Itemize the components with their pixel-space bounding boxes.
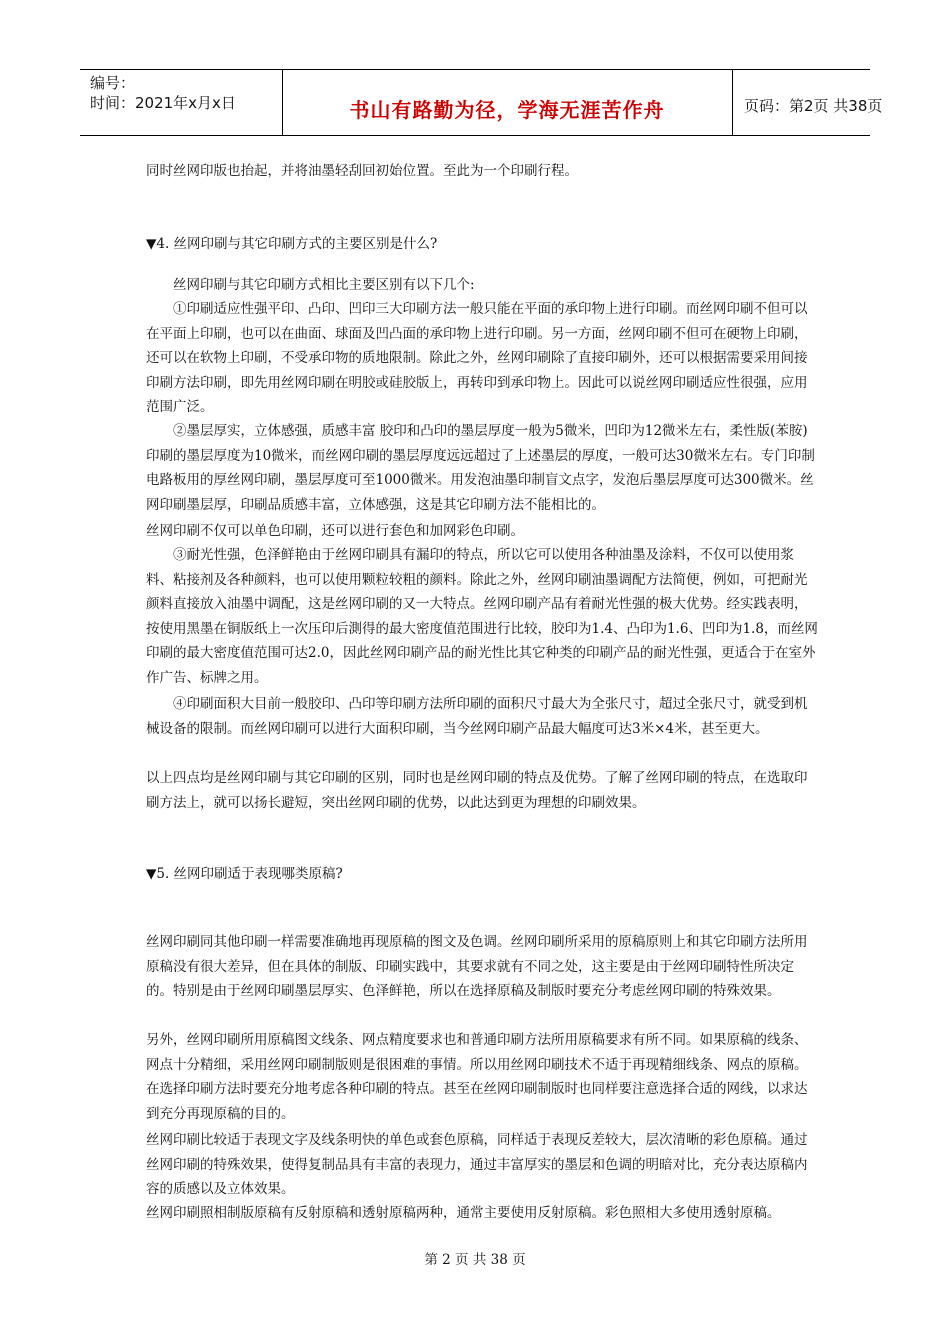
q4-intro: 丝网印刷与其它印刷方式相比主要区别有以下几个: [173, 277, 475, 293]
intro-line: 同时丝网印版也抬起，并将油墨轻刮回初始位置。至此为一个印刷行程。 [146, 163, 578, 179]
q5-paragraph-2: 另外，丝网印刷所用原稿图文线条、网点精度要求也和普通印刷方法所用原稿要求有所不同。如果原稿的线条、网点十分精细，采用丝网印刷制版则是很困难的事情。所以用丝网印刷技术不适于再现精细线条、网点的原稿。在选择印刷方法时要充分地考虑各种印刷的特点。甚至在丝网印刷制版时也同样要注意选择合适的网线，以求达到充分再现原稿的目的。 [146, 1032, 808, 1122]
q4-point-3: ③耐光性强，色泽鲜艳由于丝网印刷具有漏印的特点，所以它可以使用各种油墨及涂料，不仅可以使用浆料、粘接剂及各种颜料，也可以使用颗粒较粗的颜料。除此之外，丝网印刷油墨调配方法简便，例如，可把耐光颜料直接放入油墨中调配，这是丝网印刷的又一大特点。丝网印刷产品有着耐光性强的极大优势。经实践表明，按使用黑墨在铜版纸上一次压印后測得的最大密度值范围进行比较，胶印为1.4、凸印为1.6、凹印为1.8，而丝网印刷的最大密度值范围可达2.0，因此丝网印刷产品的耐光性比其它种类的印刷产品的耐光性强，更适合于在室外作广告、标牌之用。 [146, 547, 818, 686]
question-5-heading: ▼5. 丝网印刷适于表现哪类原稿? [146, 866, 343, 882]
q4-point-2: ②墨层厚实，立体感强，质感丰富 胶印和凸印的墨层厚度一般为5微米，凹印为12微米左右，柔性版(苯胺)印刷的墨层厚度为10微米，而丝网印刷的墨层厚度远远超过了上述墨层的厚度，一般可达30微米左右。专门印制电路板用的厚丝网印刷，墨层厚度可至1000微米。用发泡油墨印制盲文点字，发泡后墨层厚度可达300微米。丝网印刷墨层厚，印刷品质感丰富，立体感强，这是其它印刷方法不能相比的。 [146, 423, 815, 513]
header-motto: 书山有路勤为径，学海无涯苦作舟 [349, 98, 665, 122]
header-page-info: 页码：第2页 共38页 [744, 97, 883, 115]
page-header [80, 69, 883, 136]
question-4-heading: ▼4. 丝网印刷与其它印刷方式的主要区别是什么? [146, 236, 438, 252]
q5-paragraph-3: 丝网印刷比较适于表现文字及线条明快的单色或套色原稿，同样适于表现反差较大，层次清晰的彩色原稿。通过丝网印刷的特殊效果，使得复制品具有丰富的表现力，通过丰富厚实的墨层和色调的明暗对比，充分表达原稿内容的质感以及立体效果。 [146, 1132, 808, 1197]
q5-paragraph-4: 丝网印刷照相制版原稿有反射原稿和透射原稿两种，通常主要使用反射原稿。彩色照相大多使用透射原稿。 [146, 1205, 781, 1221]
q4-summary: 以上四点均是丝网印刷与其它印刷的区别，同时也是丝网印刷的特点及优势。了解了丝网印刷的特点，在选取印刷方法上，就可以扬长避短，突出丝网印刷的优势，以此达到更为理想的印刷效果。 [146, 770, 808, 811]
page-footer: 第 2 页 共 38 页 [424, 1252, 526, 1268]
document-code-label: 编号： [90, 74, 136, 92]
q5-paragraph-1: 丝网印刷同其他印刷一样需要准确地再现原稿的图文及色调。丝网印刷所采用的原稿原则上和其它印刷方法所用原稿没有很大差异，但在具体的制版、印刷实践中，其要求就有不同之处，这主要是由于丝网印刷特性所决定的。特别是由于丝网印刷墨层厚实、色泽鲜艳，所以在选择原稿及制版时要充分考虑丝网印刷的特殊效果。 [146, 934, 808, 999]
header-right-cell [732, 70, 883, 135]
q4-point-2-tail: 丝网印刷不仅可以单色印刷，还可以进行套色和加网彩色印刷。 [146, 523, 524, 539]
document-date-label: 时间：2021年x月x日 [90, 94, 236, 112]
header-middle-cell [282, 70, 733, 135]
q4-point-4: ④印刷面积大目前一般胶印、凸印等印刷方法所印刷的面积尺寸最大为全张尺寸，超过全张尺寸，就受到机械设备的限制。而丝网印刷可以进行大面积印刷，当今丝网印刷产品最大幅度可达3米×4米，甚至更大。 [146, 696, 808, 737]
header-left-cell [80, 70, 283, 135]
q4-point-1: ①印刷适应性强平印、凸印、凹印三大印刷方法一般只能在平面的承印物上进行印刷。而丝网印刷不但可以在平面上印刷，也可以在曲面、球面及凹凸面的承印物上进行印刷。另一方面，丝网印刷不但可在硬物上印刷，还可以在软物上印刷，不受承印物的质地限制。除此之外，丝网印刷除了直接印刷外，还可以根据需要采用间接印刷方法印刷，即先用丝网印刷在明胶或硅胶版上，再转印到承印物上。因此可以说丝网印刷适应性很强，应用范围广泛。 [146, 301, 808, 415]
